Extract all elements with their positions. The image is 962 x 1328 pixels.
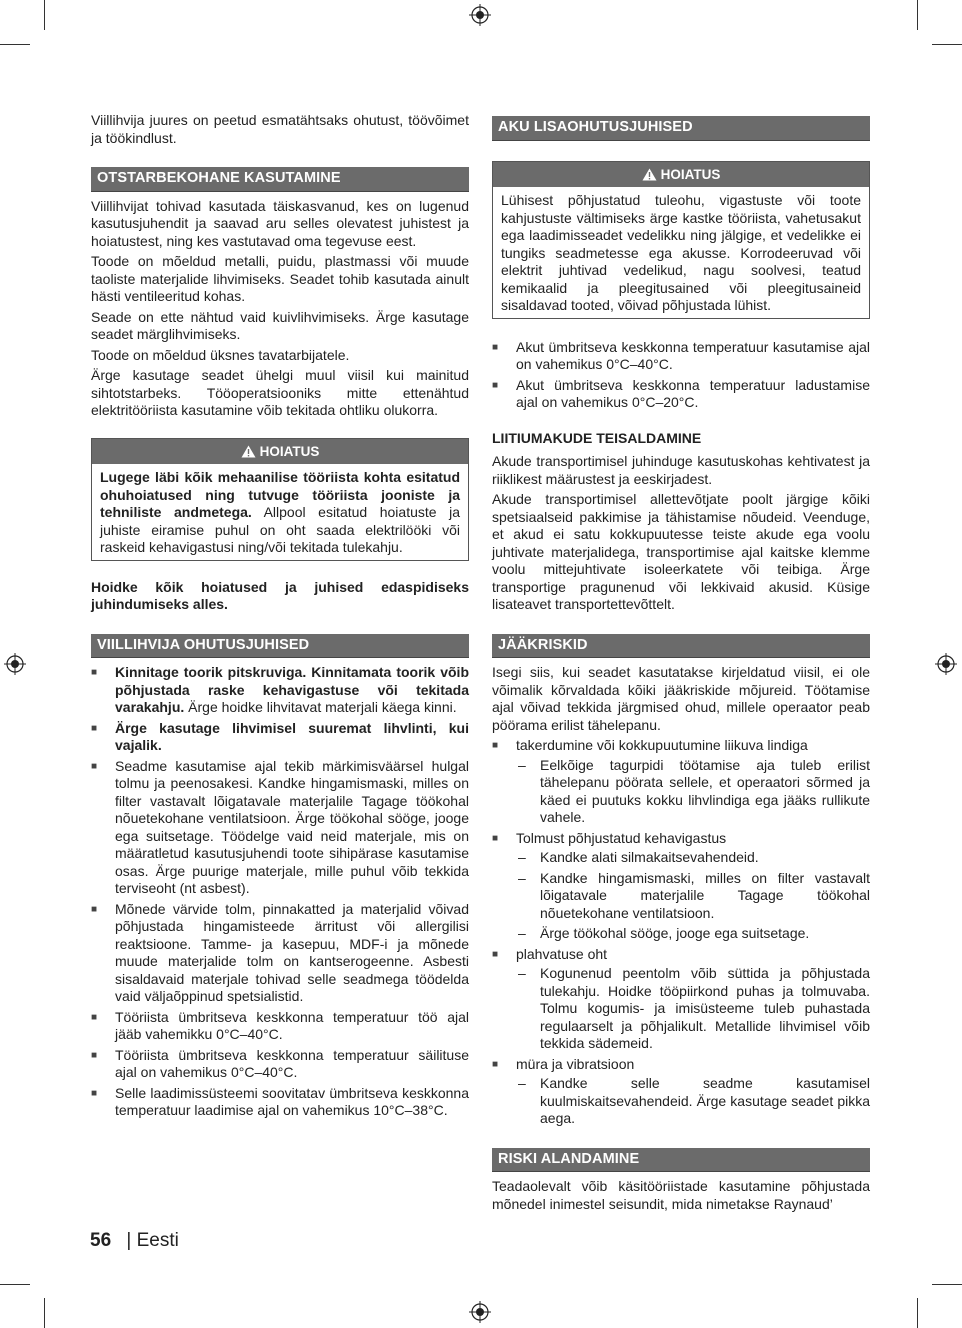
registration-mark-icon xyxy=(469,4,491,26)
list-item: ■ Akut ümbritseva keskkonna temperatuur ladustamise ajal on vahemikus 0°C–20°C. xyxy=(492,377,870,412)
registration-mark-icon xyxy=(469,1301,491,1323)
paragraph: Seade on ette nähtud vaid kuivlihvimiseks. Ärge kasutage seadet märglihvimiseks. xyxy=(91,308,469,342)
paragraph: Ärge kasutage seadet ühelgi muul viisil kui mainitud sihtotstarbeks. Tööoperatsiooniks mitte ettenähtud elektritööriista kasutamine võib tekitada ohtliku olukorra. xyxy=(91,367,469,418)
intro-text: Viillihvija juures on peetud esmatähtsaks ohutust, töövõimet ja töökindlust. xyxy=(91,112,469,146)
safety-heading: VIILLIHVIJA OHUTUSJUHISED xyxy=(91,634,469,659)
left-column xyxy=(91,112,469,1123)
list-item-text: Tolmust põhjustatud kehavigastus xyxy=(516,829,727,846)
keep-note: Hoidke kõik hoiatused ja juhised edaspidiseks juhindumiseks alles. xyxy=(91,578,469,612)
warning-bold-text: Lugege läbi kõik mehaanilise tööriista kohta esitatud ohuhoiatused ning tutvuge tööriista jooniste ja tehniliste andmetega. xyxy=(100,469,460,520)
list-item xyxy=(492,946,870,1053)
sub-list-item: – Kandke alati silmakaitsevahendeid. xyxy=(516,849,870,867)
sub-list xyxy=(516,965,870,1053)
sub-list xyxy=(516,849,870,943)
sub-list-item: – Ärge töökohal sööge, jooge ega suitsetage. xyxy=(516,925,870,943)
list-item-text: Selle laadimissüsteemi soovitatav ümbritseva keskkonna temperatuur laadimise ajal on vahemikus 10°C–38°C. xyxy=(115,1084,469,1118)
paragraph: Toode on mõeldud metalli, puidu, plastmassi või muude taoliste materjalide lihvimiseks. Seadet tohib kasutada ainult hästi ventileeritud kohas. xyxy=(91,253,469,304)
warning-title xyxy=(493,162,869,188)
list-item xyxy=(91,664,469,717)
crop-mark xyxy=(44,0,45,30)
list-item xyxy=(91,1085,469,1120)
paragraph: Akude transportimisel juhinduge kasutuskohas kehtivatest ja riiklikest määrustest ja eeskirjadest. xyxy=(492,453,870,487)
residual-heading: JÄÄKRISKID xyxy=(492,634,870,659)
battery-list xyxy=(492,339,870,412)
registration-mark-icon xyxy=(4,653,26,675)
warning-text: Allpool esitatud hoiatuste ja juhiste eiramise puhul on oht saada elektrilööki või raskeid kehavigastusi ning/või tekitada tulekahju. xyxy=(100,504,460,555)
list-item-text: Mõnede värvide tolm, pinnakatted ja materjalid võivad põhjustada hingamisteede ärritust või allergilisi reaktsioone. Tamme- ja kasepuu, MDF-i ja mõnede muude materjalide tolm on kantserogeenne. Asbesti sisaldavaid materjale tohivad selle seadmega töödelda vaid väljaõppinud spetsialistid. xyxy=(115,900,469,1004)
crop-mark xyxy=(917,1298,918,1328)
list-item: ■ Akut ümbritseva keskkonna temperatuur kasutamise ajal on vahemikus 0°C–40°C. xyxy=(492,339,870,374)
list-item-bold: Kinnitage toorik pitskruviga. Kinnitamata toorik võib põhjustada raske kehavigastuse või tekitada varakahju. xyxy=(115,664,469,715)
sub-list-item: – Kogunenud peentolm võib süttida ja põhjustada tulekahju. Hoidke tööpiirkond puhas ja tolmuvaba. Tolmu kogumis- ja imisüsteeme tuleb puhastada regulaarselt ja põhjalikult. Metallide lihvimisel võib tekkida sädemeid. xyxy=(516,965,870,1053)
list-item xyxy=(492,737,870,827)
page-footer xyxy=(90,1230,179,1252)
warning-box xyxy=(91,438,469,561)
sub-list-item: – Kandke selle seadme kasutamisel kuulmiskaitsevahendeid. Ärge kasutage seadet pikka aega. xyxy=(516,1075,870,1128)
residual-list xyxy=(492,737,870,1128)
warning-triangle-icon xyxy=(241,445,256,458)
list-item-text: Seadme kasutamise ajal tekib märkimisväärsel hulgal tolmu ja peenosakesi. Kandke hingamismaski, milles on filter vastavalt lõigatavale materjalile Tagage töökohal nõuetekohane ventilatsioon. Ärge töökohal sööge, jooge ega suitsetage. Töödelge vaid neid materjale, mis on määratletud kasutusjuhendi toote sihipärase kasutamise osas. Ärge puurige materjale, mille puhul võib tekkida terviseoht (nt asbest). xyxy=(115,757,469,896)
paragraph: Teadaolevalt võib käsitööriistade kasutamine põhjustada mõnedel inimestel seisundit, mida nimetakse Raynaud’ xyxy=(492,1178,870,1212)
list-item-text: müra ja vibratsioon xyxy=(516,1055,635,1072)
sub-list xyxy=(516,1075,870,1128)
list-item xyxy=(91,720,469,755)
list-item xyxy=(91,901,469,1006)
list-item-bold: Ärge kasutage lihvimisel suuremat lihvlinti, kui vajalik. xyxy=(115,719,469,753)
crop-mark xyxy=(0,44,30,45)
safety-list xyxy=(91,664,469,1120)
list-item-text: Tööriista ümbritseva keskkonna temperatuur töö ajal jääb vahemikku 0°C–40°C. xyxy=(115,1008,469,1042)
battery-heading: AKU LISAOHUTUSJUHISED xyxy=(492,116,870,141)
transport-heading: LIITIUMAKUDE TEISALDAMINE xyxy=(492,429,702,446)
paragraph: Akude transportimisel allettevõtjate poolt järgige kõiki spetsiaalseid pakkimise ja tähistamise nõudeid. Veenduge, et akud ei satu kokkupuutesse teiste akude ega voolu juhtivate materjalidega, transportimise ajal kaitske klemme voolu mittejuhtivate isoleerkatete või teibiga. Ärge transportige pragunenud või lekkivaid akusid. Küsige lisateavet transportettevõttelt. xyxy=(492,491,870,612)
crop-mark xyxy=(932,1284,962,1285)
page-number: 56 xyxy=(90,1230,112,1251)
page-language: | Eesti xyxy=(126,1230,179,1251)
warning-triangle-icon xyxy=(642,168,657,181)
crop-mark xyxy=(932,44,962,45)
sub-list-item: – Eelkõige tagurpidi töötamise aja tuleb erilist tähelepanu pöörata sellele, et operaatori sõrmed ja käed ei puutuks kokku lihvlindiga ega jääks rullikute vahele. xyxy=(516,757,870,827)
crop-mark xyxy=(0,1284,30,1285)
crop-mark xyxy=(44,1298,45,1328)
risk-heading: RISKI ALANDAMINE xyxy=(492,1148,870,1173)
battery-warning-box xyxy=(492,161,870,319)
sub-list xyxy=(516,757,870,827)
list-item xyxy=(91,1009,469,1044)
list-item xyxy=(492,830,870,943)
warning-title-text: HOIATUS xyxy=(259,443,320,459)
paragraph: Toode on mõeldud üksnes tavatarbijatele. xyxy=(91,346,350,363)
registration-mark-icon xyxy=(935,653,957,675)
warning-title-text: HOIATUS xyxy=(660,166,721,182)
sub-list-item: – Kandke hingamismaski, milles on filter vastavalt lõigatavale materjalile Tagage töökohal nõuetekohane ventilatsioon. xyxy=(516,870,870,923)
right-column xyxy=(492,112,870,1216)
list-item-text: plahvatuse oht xyxy=(516,945,608,962)
paragraph: Isegi siis, kui seadet kasutatakse kirjeldatud viisil, ei ole võimalik kõrvaldada kõiki jääkriskide mõjureid. Töötamise ajal võivad tekkida järgmised ohud, millele operaator peab pöörama erilist tähelepanu. xyxy=(492,664,870,733)
warning-body xyxy=(92,464,468,560)
warning-title xyxy=(92,439,468,465)
list-item xyxy=(492,1056,870,1128)
list-item-text: takerdumine või kokkupuutumine liikuva lindiga xyxy=(516,737,808,753)
list-item xyxy=(91,758,469,898)
paragraph: Viillihvijat tohivad kasutada täiskasvanud, kes on lugenud kasutusjuhendit ja saavad aru selles olevatest juhistest ja hoiatustest, ning kes vastutavad oma tegevuse eest. xyxy=(91,197,469,249)
warning-body: Lühisest põhjustatud tuleohu, vigastuste või toote kahjustuste vältimiseks ärge kastke tööriista, vahetusakut ega laadimisseadet vedelikku ning jälgige, et vedelikke ei tungiks seadmetesse ega akusse. Korrodeeruvad või elektrit juhtivad vedelikud, nagu soolvesi, teatud kemikaalid ja pleegitusained või pleegitusaineid sisaldavad tooted, võivad põhjustada lühist. xyxy=(501,192,861,313)
list-item-text: Ärge hoidke lihvitavat materjali käega kinni. xyxy=(184,699,457,715)
crop-mark xyxy=(917,0,918,30)
list-item-text: Tööriista ümbritseva keskkonna temperatuur säilituse ajal on vahemikus 0°C–40°C. xyxy=(115,1046,469,1080)
list-item xyxy=(91,1047,469,1082)
intended-use-heading: OTSTARBEKOHANE KASUTAMINE xyxy=(91,167,469,192)
